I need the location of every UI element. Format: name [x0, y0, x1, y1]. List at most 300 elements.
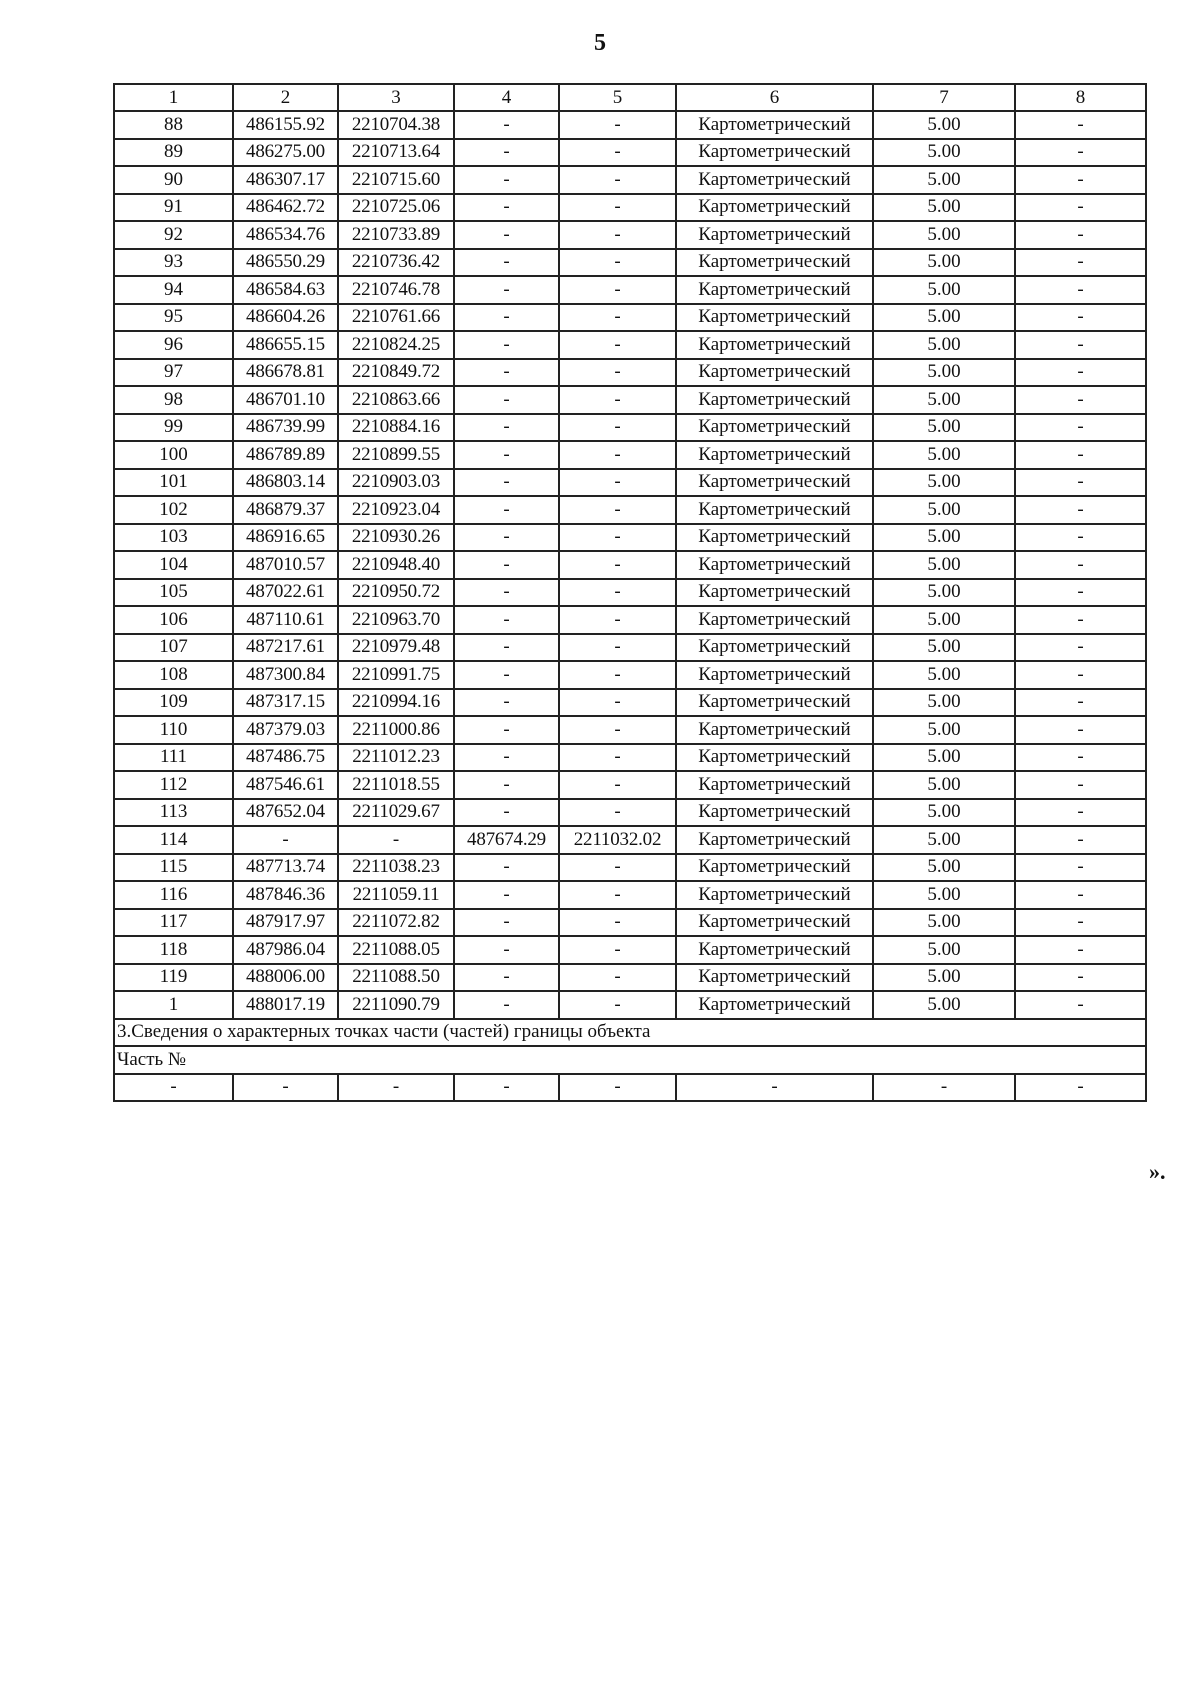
table-cell: -	[559, 799, 676, 827]
column-header: 3	[338, 84, 454, 111]
table-row	[114, 579, 1146, 607]
table-cell: -	[454, 304, 559, 332]
table-cell: -	[454, 386, 559, 414]
table-row	[114, 111, 1146, 139]
table-cell: Картометрический	[676, 579, 873, 607]
table-cell: 5.00	[873, 881, 1015, 909]
table-cell: 5.00	[873, 386, 1015, 414]
table-cell: 107	[114, 634, 233, 662]
table-cell: 5.00	[873, 606, 1015, 634]
table-cell: -	[233, 1074, 338, 1102]
table-cell: 486879.37	[233, 496, 338, 524]
table-cell: 114	[114, 826, 233, 854]
column-header: 1	[114, 84, 233, 111]
table-cell: 99	[114, 414, 233, 442]
table-cell: Картометрический	[676, 936, 873, 964]
table-cell: -	[1015, 964, 1146, 992]
table-cell: 2210733.89	[338, 221, 454, 249]
table-header-row	[114, 84, 1146, 111]
table-cell: -	[1015, 276, 1146, 304]
table-cell: Картометрический	[676, 771, 873, 799]
table-cell: 487917.97	[233, 909, 338, 937]
table-cell: -	[1015, 689, 1146, 717]
table-cell: -	[559, 964, 676, 992]
table-cell: 94	[114, 276, 233, 304]
table-cell: 2211088.05	[338, 936, 454, 964]
section-title-row	[114, 1019, 1146, 1047]
table-cell: Картометрический	[676, 414, 873, 442]
table-cell: 5.00	[873, 826, 1015, 854]
table-cell: -	[454, 579, 559, 607]
table-cell: 486307.17	[233, 166, 338, 194]
table-cell: -	[1015, 221, 1146, 249]
table-cell: Картометрический	[676, 634, 873, 662]
table-cell: -	[454, 799, 559, 827]
table-cell: Картометрический	[676, 276, 873, 304]
table-cell: -	[559, 469, 676, 497]
table-cell: -	[1015, 496, 1146, 524]
table-cell: -	[559, 579, 676, 607]
table-row	[114, 166, 1146, 194]
table-cell: -	[1015, 744, 1146, 772]
table-cell: 486584.63	[233, 276, 338, 304]
table-cell: 113	[114, 799, 233, 827]
table-cell: Картометрический	[676, 606, 873, 634]
table-cell: Картометрический	[676, 716, 873, 744]
table-cell: Картометрический	[676, 991, 873, 1019]
table-cell: 488017.19	[233, 991, 338, 1019]
table-cell: -	[1015, 991, 1146, 1019]
table-cell: 2211090.79	[338, 991, 454, 1019]
table-cell: 105	[114, 579, 233, 607]
table-cell: 487546.61	[233, 771, 338, 799]
table-cell: Картометрический	[676, 744, 873, 772]
table-cell: 487674.29	[454, 826, 559, 854]
table-cell: -	[559, 936, 676, 964]
closing-quote: ».	[1149, 1159, 1166, 1184]
table-row	[114, 551, 1146, 579]
table-cell: -	[559, 744, 676, 772]
table-cell: Картометрический	[676, 166, 873, 194]
table-cell: -	[1015, 634, 1146, 662]
table-cell: 2210991.75	[338, 661, 454, 689]
table-cell: 486803.14	[233, 469, 338, 497]
section-title: 3.Сведения о характерных точках части (частей) границы объекта	[114, 1019, 1146, 1047]
table-cell: -	[1015, 469, 1146, 497]
table-row	[114, 276, 1146, 304]
table-cell: -	[454, 249, 559, 277]
table-cell: 5.00	[873, 276, 1015, 304]
table-cell: 2210863.66	[338, 386, 454, 414]
table-cell: 5.00	[873, 166, 1015, 194]
table-row	[114, 909, 1146, 937]
table-cell: -	[1015, 249, 1146, 277]
table-cell: 5.00	[873, 991, 1015, 1019]
table-cell: -	[1015, 854, 1146, 882]
table-cell: -	[454, 166, 559, 194]
table-cell: -	[1015, 826, 1146, 854]
table-cell: 2210884.16	[338, 414, 454, 442]
table-row	[114, 716, 1146, 744]
table-row	[114, 139, 1146, 167]
table-cell: 108	[114, 661, 233, 689]
column-header: 2	[233, 84, 338, 111]
table-cell: 117	[114, 909, 233, 937]
coordinates-table	[113, 83, 1147, 1102]
table-cell: 487846.36	[233, 881, 338, 909]
table-cell: -	[873, 1074, 1015, 1102]
table-cell: -	[559, 221, 676, 249]
table-cell: 486739.99	[233, 414, 338, 442]
table-cell: Картометрический	[676, 304, 873, 332]
table-cell: 5.00	[873, 634, 1015, 662]
table-row	[114, 936, 1146, 964]
table-cell: -	[559, 716, 676, 744]
table-cell: 5.00	[873, 799, 1015, 827]
table-cell: 98	[114, 386, 233, 414]
table-cell: -	[559, 359, 676, 387]
table-cell: 110	[114, 716, 233, 744]
table-cell: 116	[114, 881, 233, 909]
table-cell: Картометрический	[676, 359, 873, 387]
table-cell: 486462.72	[233, 194, 338, 222]
table-cell: 486916.65	[233, 524, 338, 552]
table-cell: -	[559, 606, 676, 634]
table-cell: 5.00	[873, 524, 1015, 552]
table-cell: -	[1015, 661, 1146, 689]
table-body	[114, 111, 1146, 1019]
table-cell: Картометрический	[676, 469, 873, 497]
table-cell: 487110.61	[233, 606, 338, 634]
table-cell: -	[454, 964, 559, 992]
table-cell: Картометрический	[676, 441, 873, 469]
table-cell: 487022.61	[233, 579, 338, 607]
table-cell: 5.00	[873, 221, 1015, 249]
table-cell: 487486.75	[233, 744, 338, 772]
table-cell: Картометрический	[676, 826, 873, 854]
table-cell: 2210824.25	[338, 331, 454, 359]
table-cell: -	[559, 634, 676, 662]
table-cell: 2210979.48	[338, 634, 454, 662]
part-label-row	[114, 1046, 1146, 1074]
table-cell: 2210950.72	[338, 579, 454, 607]
table-cell: -	[559, 661, 676, 689]
table-cell: -	[454, 936, 559, 964]
table-cell: 2210704.38	[338, 111, 454, 139]
table-cell: 95	[114, 304, 233, 332]
table-cell: 96	[114, 331, 233, 359]
table-cell: 90	[114, 166, 233, 194]
table-cell: -	[559, 1074, 676, 1102]
table-cell: 5.00	[873, 854, 1015, 882]
table-row	[114, 194, 1146, 222]
table-cell: -	[454, 469, 559, 497]
table-cell: -	[454, 276, 559, 304]
table-cell: -	[454, 991, 559, 1019]
table-row	[114, 964, 1146, 992]
table-cell: Картометрический	[676, 221, 873, 249]
table-cell: 2211000.86	[338, 716, 454, 744]
table-cell: 2211059.11	[338, 881, 454, 909]
table-cell: -	[559, 166, 676, 194]
table-cell: 2211029.67	[338, 799, 454, 827]
table-cell: 2210994.16	[338, 689, 454, 717]
table-cell: 5.00	[873, 771, 1015, 799]
table-row	[114, 414, 1146, 442]
table-cell: 486550.29	[233, 249, 338, 277]
table-cell: -	[1015, 331, 1146, 359]
table-cell: 2210736.42	[338, 249, 454, 277]
table-row	[114, 469, 1146, 497]
table-cell: 118	[114, 936, 233, 964]
table-cell: Картометрический	[676, 689, 873, 717]
table-cell: -	[454, 551, 559, 579]
table-cell: 487317.15	[233, 689, 338, 717]
table-cell: -	[1015, 716, 1146, 744]
table-cell: 487652.04	[233, 799, 338, 827]
table-row	[114, 634, 1146, 662]
table-cell: 486789.89	[233, 441, 338, 469]
table-row	[114, 661, 1146, 689]
table-cell: -	[1015, 881, 1146, 909]
table-row	[114, 799, 1146, 827]
table-cell: -	[454, 359, 559, 387]
table-cell: 104	[114, 551, 233, 579]
table-cell: -	[1015, 551, 1146, 579]
table-cell: 5.00	[873, 661, 1015, 689]
table-cell: -	[338, 1074, 454, 1102]
table-cell: 2210930.26	[338, 524, 454, 552]
table-cell: 5.00	[873, 579, 1015, 607]
table-cell: 5.00	[873, 744, 1015, 772]
table-row	[114, 441, 1146, 469]
table-cell: -	[559, 881, 676, 909]
table-cell: -	[454, 689, 559, 717]
table-cell: -	[454, 634, 559, 662]
table-cell: -	[454, 496, 559, 524]
empty-part-row	[114, 1074, 1146, 1102]
table-cell: 93	[114, 249, 233, 277]
table-cell: 486275.00	[233, 139, 338, 167]
table-cell: -	[1015, 799, 1146, 827]
table-cell: 5.00	[873, 909, 1015, 937]
table-cell: -	[1015, 166, 1146, 194]
column-header: 8	[1015, 84, 1146, 111]
table-cell: 5.00	[873, 936, 1015, 964]
table-cell: Картометрический	[676, 799, 873, 827]
table-row	[114, 771, 1146, 799]
table-cell: -	[1015, 111, 1146, 139]
table-cell: 2211032.02	[559, 826, 676, 854]
table-cell: 487217.61	[233, 634, 338, 662]
table-cell: -	[454, 606, 559, 634]
column-header: 5	[559, 84, 676, 111]
table-cell: -	[454, 744, 559, 772]
table-cell: Картометрический	[676, 661, 873, 689]
table-row	[114, 991, 1146, 1019]
table-cell: 103	[114, 524, 233, 552]
table-cell: -	[454, 661, 559, 689]
table-row	[114, 606, 1146, 634]
table-cell: 2211072.82	[338, 909, 454, 937]
table-cell: 91	[114, 194, 233, 222]
table-cell: -	[1015, 304, 1146, 332]
table-cell: Картометрический	[676, 194, 873, 222]
table-cell: 5.00	[873, 194, 1015, 222]
table-cell: -	[1015, 936, 1146, 964]
table-cell: 119	[114, 964, 233, 992]
table-cell: 2211088.50	[338, 964, 454, 992]
table-cell: -	[559, 909, 676, 937]
table-cell: -	[1015, 386, 1146, 414]
table-row	[114, 524, 1146, 552]
table-cell: 2210963.70	[338, 606, 454, 634]
table-cell: Картометрический	[676, 386, 873, 414]
table-cell: 486701.10	[233, 386, 338, 414]
table-row	[114, 689, 1146, 717]
table-cell: -	[559, 386, 676, 414]
table-cell: -	[454, 771, 559, 799]
table-cell: -	[1015, 579, 1146, 607]
part-label: Часть №	[114, 1046, 1146, 1074]
table-cell: 487379.03	[233, 716, 338, 744]
table-cell: 2211018.55	[338, 771, 454, 799]
table-cell: 486678.81	[233, 359, 338, 387]
table-cell: 486655.15	[233, 331, 338, 359]
table-cell: -	[1015, 606, 1146, 634]
table-cell: Картометрический	[676, 524, 873, 552]
table-cell: Картометрический	[676, 854, 873, 882]
table-cell: -	[559, 496, 676, 524]
table-cell: 112	[114, 771, 233, 799]
table-row	[114, 331, 1146, 359]
table-cell: 5.00	[873, 689, 1015, 717]
table-cell: 487713.74	[233, 854, 338, 882]
table-cell: 2210725.06	[338, 194, 454, 222]
table-cell: 5.00	[873, 964, 1015, 992]
table-cell: 102	[114, 496, 233, 524]
table-cell: 2210746.78	[338, 276, 454, 304]
table-cell: -	[559, 276, 676, 304]
table-cell: -	[454, 414, 559, 442]
table-cell: -	[559, 194, 676, 222]
table-cell: 487986.04	[233, 936, 338, 964]
table-cell: 97	[114, 359, 233, 387]
page-number: 5	[594, 30, 606, 56]
table-cell: 5.00	[873, 414, 1015, 442]
table-cell: Картометрический	[676, 496, 873, 524]
table-cell: -	[559, 551, 676, 579]
table-cell: Картометрический	[676, 331, 873, 359]
table-cell: 486604.26	[233, 304, 338, 332]
table-cell: -	[676, 1074, 873, 1102]
table-cell: 2210903.03	[338, 469, 454, 497]
table-cell: -	[559, 331, 676, 359]
table-cell: 2210715.60	[338, 166, 454, 194]
table-cell: -	[1015, 359, 1146, 387]
table-cell: 2210713.64	[338, 139, 454, 167]
table-cell: 89	[114, 139, 233, 167]
table-cell: 88	[114, 111, 233, 139]
table-cell: -	[454, 1074, 559, 1102]
table-cell: -	[559, 441, 676, 469]
table-cell: Картометрический	[676, 909, 873, 937]
table-cell: 5.00	[873, 551, 1015, 579]
table-row	[114, 826, 1146, 854]
table-cell: -	[454, 221, 559, 249]
table-cell: 106	[114, 606, 233, 634]
table-cell: -	[454, 716, 559, 744]
table-cell: -	[338, 826, 454, 854]
table-cell: 5.00	[873, 331, 1015, 359]
table-cell: 2211038.23	[338, 854, 454, 882]
table-cell: -	[559, 414, 676, 442]
table-row	[114, 386, 1146, 414]
table-cell: 486534.76	[233, 221, 338, 249]
table-cell: 5.00	[873, 304, 1015, 332]
table-row	[114, 881, 1146, 909]
column-header: 4	[454, 84, 559, 111]
table-row	[114, 249, 1146, 277]
table-cell: -	[1015, 1074, 1146, 1102]
table-cell: 92	[114, 221, 233, 249]
table-cell: -	[454, 881, 559, 909]
column-header: 7	[873, 84, 1015, 111]
table-cell: -	[454, 111, 559, 139]
table-cell: 2210948.40	[338, 551, 454, 579]
table-cell: 109	[114, 689, 233, 717]
table-cell: 2210849.72	[338, 359, 454, 387]
table-cell: -	[559, 689, 676, 717]
table-cell: 5.00	[873, 249, 1015, 277]
coordinates-table-container	[113, 83, 1145, 1102]
table-cell: -	[1015, 194, 1146, 222]
table-row	[114, 221, 1146, 249]
table-cell: 111	[114, 744, 233, 772]
table-cell: -	[114, 1074, 233, 1102]
table-cell: 5.00	[873, 469, 1015, 497]
table-cell: Картометрический	[676, 881, 873, 909]
table-cell: -	[454, 524, 559, 552]
table-cell: Картометрический	[676, 964, 873, 992]
table-row	[114, 854, 1146, 882]
table-cell: -	[1015, 414, 1146, 442]
table-cell: -	[559, 111, 676, 139]
table-cell: -	[1015, 909, 1146, 937]
table-cell: 115	[114, 854, 233, 882]
table-cell: 488006.00	[233, 964, 338, 992]
table-cell: 1	[114, 991, 233, 1019]
table-row	[114, 359, 1146, 387]
table-cell: -	[454, 139, 559, 167]
table-cell: -	[559, 139, 676, 167]
table-cell: 5.00	[873, 441, 1015, 469]
table-cell: -	[454, 194, 559, 222]
table-cell: 2210761.66	[338, 304, 454, 332]
table-cell: 5.00	[873, 716, 1015, 744]
table-cell: 5.00	[873, 139, 1015, 167]
table-cell: -	[454, 441, 559, 469]
table-cell: -	[559, 249, 676, 277]
table-cell: Картометрический	[676, 249, 873, 277]
table-cell: 5.00	[873, 496, 1015, 524]
table-cell: -	[454, 909, 559, 937]
table-cell: 487010.57	[233, 551, 338, 579]
table-cell: -	[559, 304, 676, 332]
table-cell: 101	[114, 469, 233, 497]
table-cell: -	[454, 331, 559, 359]
column-header: 6	[676, 84, 873, 111]
